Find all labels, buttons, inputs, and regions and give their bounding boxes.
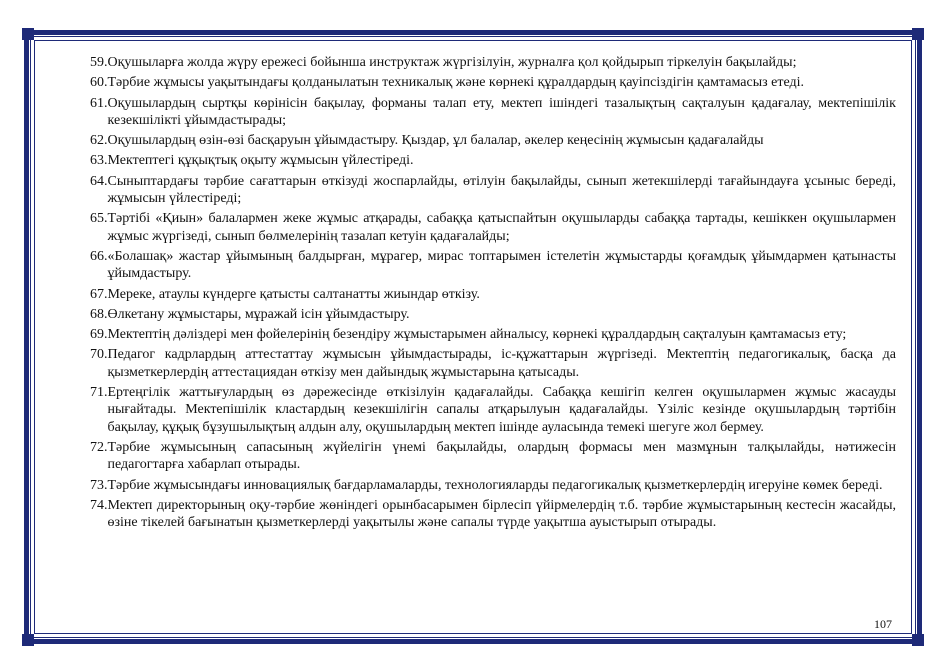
item-number: 62.: [90, 133, 108, 149]
item-number: 72.: [90, 439, 108, 455]
duties-list: [90, 54, 896, 534]
item-number: 63.: [90, 153, 108, 169]
item-number: 59.: [90, 55, 108, 70]
list-item: [90, 132, 896, 149]
border-corner-bottom-left: [22, 634, 34, 646]
item-text: Оқушылардың өзін-өзі басқаруын ұйымдастыру. Қыздар, ұл балалар, әкелер кеңесінің жұмысын қадағалайды: [107, 133, 764, 149]
list-item: [90, 477, 896, 494]
item-text: Ертеңгілік жаттығулардың өз дәрежесінде өткізілуін қадағалайды. Сабаққа кешігіп келген оқушылармен жұмыс жасауды нығайтады. Мектепішілік кластардың кезекшілігін сапалы атқарылуын қадағалайды. Үзіліс кезінде оқушылардың тәртібін бақылау, құқық бұзушылықтың алдын алу, оқушылардың мектеп ішінде ауласында темекі шегуге жол бермеу.: [107, 385, 896, 435]
list-item: [90, 54, 896, 71]
list-item: [90, 326, 896, 343]
item-text: Мектеп директорының оқу-тәрбие жөніндегі орынбасарымен бірлесіп үйірмелердің т.б. тәрбие жұмыстарының кестесін жасайды, өзіне тікелей бағынатын қызметкерлерді уақытылы және сапалы түрде уақытша ауыстырып отырады.: [107, 497, 896, 531]
item-text: Тәрбие жұмысының сапасының жүйелігін үнемі бақылайды, олардың формасы мен мазмұнын талқылайды, нәтижесін педагогтарға хабарлап отырады.: [107, 439, 896, 473]
item-text: Мектептің дәліздері мен фойелерінің безендіру жұмыстарымен айналысу, көрнекі құралдардың сақталуын қамтамасыз ету;: [107, 327, 847, 343]
item-number: 64.: [90, 173, 108, 189]
item-text: Оқушыларға жолда жүру ережесі бойынша инструктаж жүргізілуін, журналға қол қойдырып тіркелуін бақылайды;: [107, 55, 797, 70]
item-number: 70.: [90, 347, 108, 363]
border-corner-top-left: [22, 28, 34, 40]
list-item: [90, 95, 896, 130]
item-number: 71.: [90, 385, 108, 401]
list-item: [90, 497, 896, 532]
item-text: Оқушылардың сыртқы көрінісін бақылау, форманы талап ету, мектеп ішіндегі тазалықтың сақталуын қадағалау, мектепішілік кезекшілікті ұйымдастырады;: [107, 95, 896, 128]
page-number: 107: [874, 617, 892, 631]
list-item: [90, 384, 896, 436]
item-text: Тәртібі «Қиын» балалармен жеке жұмыс атқарады, сабаққа қатыспайтын оқушыларды сабаққа тартады, кешіккен оқушылармен жұмыс жүргізеді, сынып бөлмелерінің тазалап кетуін қадағалайды;: [107, 211, 896, 244]
list-item: [90, 439, 896, 474]
list-item: [90, 74, 896, 91]
item-text: Өлкетану жұмыстары, мұражай ісін ұйымдастыру.: [107, 306, 410, 322]
item-text: Сыныптардағы тәрбие сағаттарын өткізуді жоспарлайды, өтілуін бақылайды, сынып жетекшілерді тағайындауға ұсыныс береді, жұмысын үйлестіреді;: [107, 173, 896, 207]
list-item: [90, 173, 896, 208]
list-item: [90, 346, 896, 381]
list-item: [90, 152, 896, 169]
item-text: Педагог кадрлардың аттестаттау жұмысын ұйымдастырады, іс-құжаттарын жүргізеді. Мектептің педагогикалық, басқа да қызметкерлердің аттестациядан өткізу мен дайындық жұмыстарына қатысады.: [107, 347, 896, 380]
item-number: 67.: [90, 286, 108, 302]
item-text: «Болашақ» жастар ұйымының балдырған, мұрагер, мирас топтарымен істелетін жұмыстарды қоғамдық ұйымдармен қатынасты ұйымдастыру.: [107, 248, 896, 282]
list-item: [90, 286, 896, 303]
item-number: 66.: [90, 248, 108, 264]
item-number: 74.: [90, 497, 108, 513]
list-item: [90, 210, 896, 245]
item-number: 65.: [90, 211, 108, 227]
list-item: [90, 248, 896, 283]
item-number: 73.: [90, 477, 108, 493]
item-number: 61.: [90, 95, 108, 111]
border-corner-top-right: [912, 28, 924, 40]
item-text: Мектептегі құқықтық оқыту жұмысын үйлестіреді.: [107, 153, 414, 169]
item-number: 68.: [90, 306, 108, 322]
border-corner-bottom-right: [912, 634, 924, 646]
item-number: 69.: [90, 327, 108, 343]
item-text: Мереке, атаулы күндерге қатысты салтанатты жиындар өткізу.: [107, 286, 480, 302]
list-item: [90, 306, 896, 323]
item-text: Тәрбие жұмысындағы инновациялық бағдарламаларды, технологияларды педагогикалық қызметкерлердің игеруіне көмек береді.: [107, 477, 883, 493]
item-number: 60.: [90, 75, 108, 91]
item-text: Тәрбие жұмысы уақытындағы қолданылатын техникалық және көрнекі құралдардың қауіпсіздігін қамтамасыз етеді.: [107, 75, 805, 91]
